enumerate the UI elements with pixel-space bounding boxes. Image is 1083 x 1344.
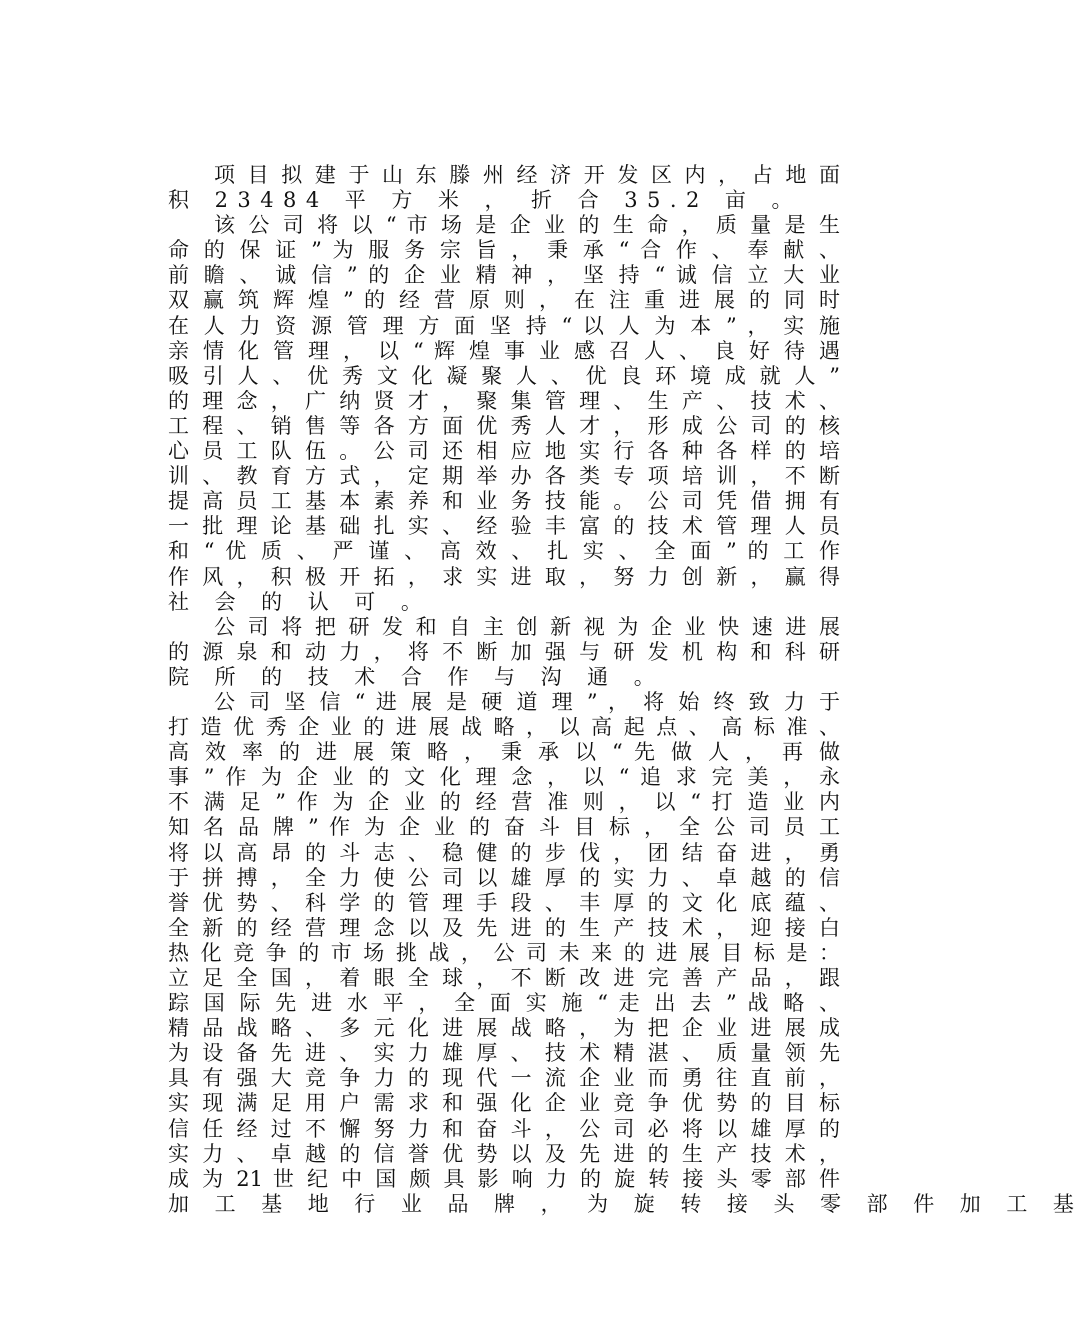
text-line: 实 力 、 卓 越 的 信 誉 优 势 以 及 先 进 的 生 产 技 术 ， — [168, 1141, 840, 1166]
text-line: 该 公 司 将 以 “ 市 场 是 企 业 的 生 命 ， 质 量 是 生 — [214, 213, 840, 238]
paragraph — [168, 689, 1083, 1217]
text-line: 在 人 力 资 源 管 理 方 面 坚 持 “ 以 人 为 本 ” ， 实 施 — [168, 313, 840, 338]
text-line: 心 员 工 队 伍 。 公 司 还 相 应 地 实 行 各 种 各 样 的 培 — [168, 439, 840, 464]
text-line: 信 任 经 过 不 懈 努 力 和 奋 斗 ， 公 司 必 将 以 雄 厚 的 — [168, 1116, 840, 1141]
text-line: 实 现 满 足 用 户 需 求 和 强 化 企 业 竞 争 优 势 的 目 标 — [168, 1091, 840, 1116]
text-line: 成 为 21 世 纪 中 国 颇 具 影 响 力 的 旋 转 接 头 零 部 件 — [168, 1166, 840, 1191]
text-line: 积 23484 平 方 米 ， 折 合 35.2 亩 。 — [168, 188, 802, 213]
text-line: 公 司 坚 信 “ 进 展 是 硬 道 理 ” ， 将 始 终 致 力 于 — [214, 689, 840, 714]
text-line: 命 的 保 证 ” 为 服 务 宗 旨 ， 秉 承 “ 合 作 、 奉 献 、 — [168, 238, 840, 263]
text-line: 打 造 优 秀 企 业 的 进 展 战 略 ， 以 高 起 点 、 高 标 准 、 — [168, 715, 840, 740]
text-line: 前 瞻 、 诚 信 ” 的 企 业 精 神 ， 坚 持 “ 诚 信 立 大 业 — [168, 263, 840, 288]
text-line: 的 理 念 ， 广 纳 贤 才 ， 聚 集 管 理 、 生 产 、 技 术 、 — [168, 388, 840, 413]
text-line: 高 效 率 的 进 展 策 略 ， 秉 承 以 “ 先 做 人 ， 再 做 — [168, 740, 840, 765]
text-line: 和 “ 优 质 、 严 谨 、 高 效 、 扎 实 、 全 面 ” 的 工 作 — [168, 539, 840, 564]
document-body — [168, 163, 1083, 1217]
text-line: 提 高 员 工 基 本 素 养 和 业 务 技 能 。 公 司 凭 借 拥 有 — [168, 489, 840, 514]
text-line: 加 工 基 地 行 业 品 牌 ， 为 旋 转 接 头 零 部 件 加 工 基 — [168, 1191, 1083, 1216]
text-line: 公 司 将 把 研 发 和 自 主 创 新 视 为 企 业 快 速 进 展 — [214, 614, 840, 639]
paragraph — [168, 615, 840, 690]
text-line: 立 足 全 国 ， 着 眼 全 球 ， 不 断 改 进 完 善 产 品 ， 跟 — [168, 966, 840, 990]
text-line: 热 化 竞 争 的 市 场 挑 战 ， 公 司 未 来 的 进 展 目 标 是 ： — [168, 940, 840, 965]
text-line: 于 拼 搏 ， 全 力 使 公 司 以 雄 厚 的 实 力 、 卓 越 的 信 — [168, 865, 840, 890]
text-line: 精 品 战 略 、 多 元 化 进 展 战 略 ， 为 把 企 业 进 展 成 — [168, 1016, 840, 1041]
text-line: 知 名 品 牌 ” 作 为 企 业 的 奋 斗 目 标 ， 全 公 司 员 工 — [168, 815, 840, 840]
text-line: 项 目 拟 建 于 山 东 滕 州 经 济 开 发 区 内 ， 占 地 面 — [214, 163, 840, 187]
text-line: 作 风 ， 积 极 开 拓 ， 求 实 进 取 ， 努 力 创 新 ， 赢 得 — [168, 564, 840, 589]
paragraph — [168, 163, 840, 213]
text-line: 事 ” 作 为 企 业 的 文 化 理 念 ， 以 “ 追 求 完 美 ， 永 — [168, 765, 840, 790]
text-line: 全 新 的 经 营 理 念 以 及 先 进 的 生 产 技 术 ， 迎 接 白 — [168, 915, 840, 940]
paragraph — [168, 213, 840, 615]
text-line: 将 以 高 昂 的 斗 志 、 稳 健 的 步 伐 ， 团 结 奋 进 ， 勇 — [168, 840, 840, 865]
text-line: 具 有 强 大 竞 争 力 的 现 代 一 流 企 业 而 勇 往 直 前 ， — [168, 1066, 840, 1091]
text-line: 一 批 理 论 基 础 扎 实 、 经 验 丰 富 的 技 术 管 理 人 员 — [168, 514, 840, 539]
text-line: 踪 国 际 先 进 水 平 ， 全 面 实 施 “ 走 出 去 ” 战 略 、 — [168, 991, 840, 1016]
text-line: 双 赢 筑 辉 煌 ” 的 经 营 原 则 ， 在 注 重 进 展 的 同 时 — [168, 288, 840, 313]
text-line: 院 所 的 技 术 合 作 与 沟 通 。 — [168, 664, 665, 689]
text-line: 亲 情 化 管 理 ， 以 “ 辉 煌 事 业 感 召 人 、 良 好 待 遇 — [168, 338, 840, 363]
text-line: 的 源 泉 和 动 力 ， 将 不 断 加 强 与 研 发 机 构 和 科 研 — [168, 639, 840, 664]
text-line: 社 会 的 认 可 。 — [168, 589, 432, 614]
text-line: 不 满 足 ” 作 为 企 业 的 经 营 准 则 ， 以 “ 打 造 业 内 — [168, 790, 840, 815]
text-line: 训 、 教 育 方 式 ， 定 期 举 办 各 类 专 项 培 训 ， 不 断 — [168, 464, 840, 489]
text-line: 为 设 备 先 进 、 实 力 雄 厚 、 技 术 精 湛 、 质 量 领 先 — [168, 1041, 840, 1066]
text-line: 吸 引 人 、 优 秀 文 化 凝 聚 人 、 优 良 环 境 成 就 人 ” — [168, 363, 840, 388]
text-line: 誉 优 势 、 科 学 的 管 理 手 段 、 丰 厚 的 文 化 底 蕴 、 — [168, 890, 840, 915]
text-line: 工 程 、 销 售 等 各 方 面 优 秀 人 才 ， 形 成 公 司 的 核 — [168, 413, 840, 438]
